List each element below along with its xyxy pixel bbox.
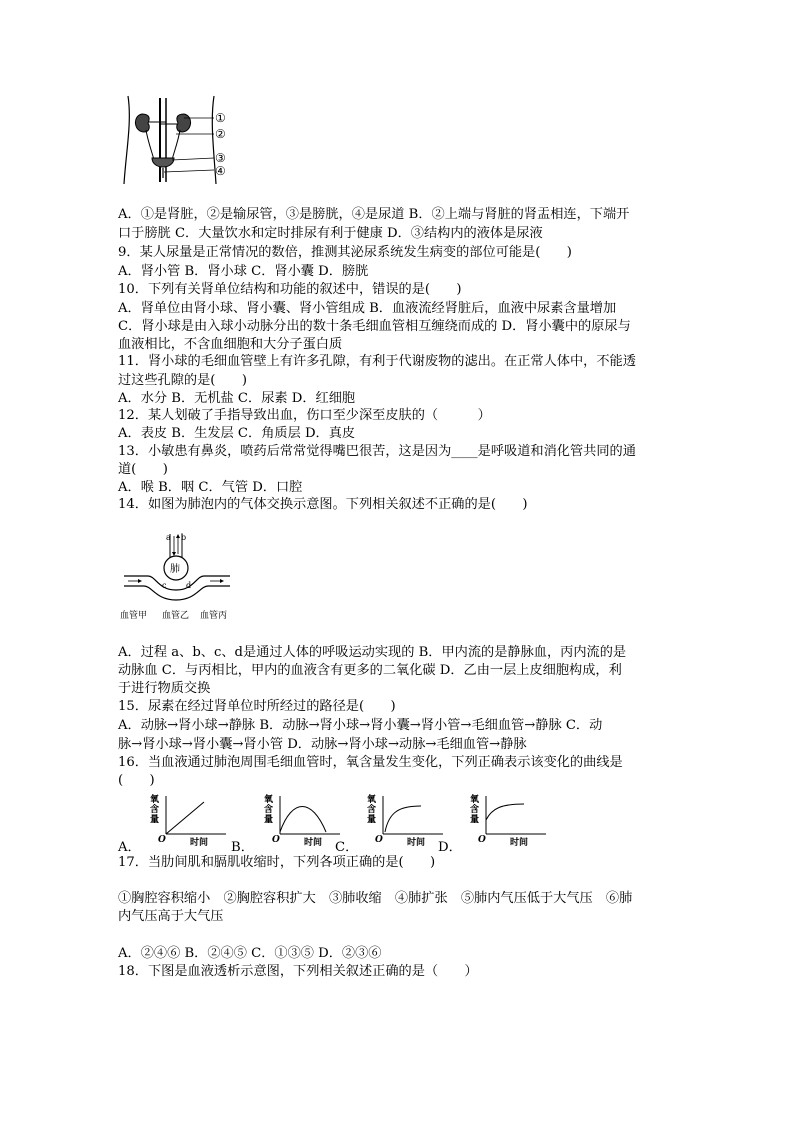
q10-options-line1: A．肾单位由肾小球、肾小囊、肾小管组成 B．血液流经肾脏后，血液中尿素含量增加	[118, 301, 617, 316]
label-a: a	[166, 533, 171, 542]
graph-a-ylabel-3: 量	[150, 815, 160, 825]
q10-stem: 10．下列有关肾单位结构和功能的叙述中，错误的是( )	[118, 282, 462, 297]
graph-b-ylabel-3: 量	[264, 815, 274, 825]
q14-options-line2: 动脉血 C．与丙相比，甲内的血液含有更多的二氧化碳 D．乙由一层上皮细胞构成，利	[118, 663, 622, 678]
graph-a	[148, 792, 228, 848]
urinary-system-figure	[118, 92, 238, 188]
q13-stem-line2: 道( )	[118, 462, 168, 477]
q16-letter-b: B．	[231, 840, 254, 855]
q11-options: A．水分 B．无机盐 C．尿素 D．红细胞	[118, 391, 356, 406]
graph-a-ylabel-1: 氧	[150, 795, 160, 805]
q8-options-line2: 口于膀胱 C．大量饮水和定时排尿有利于健康 D．③结构内的液体是尿液	[118, 226, 543, 241]
label-2: ②	[215, 127, 226, 141]
q16-stem-line1: 16．当血液通过肺泡周围毛细血管时，氧含量发生变化，下列正确表示该变化的曲线是	[118, 755, 623, 770]
q15-stem: 15．尿素在经过肾单位时所经过的路径是( )	[118, 699, 396, 714]
alveolus-label: 肺	[170, 564, 180, 575]
q12-options: A．表皮 B．生发层 C．角质层 D．真皮	[118, 426, 356, 441]
label-c: c	[162, 581, 167, 590]
q17-items-line2: 内气压高于大气压	[118, 909, 224, 924]
q16-letter-c: C．	[335, 840, 359, 855]
graph-c	[365, 792, 445, 848]
graph-d-ylabel-2: 含	[470, 805, 480, 815]
graph-c-xlabel: 时间	[407, 838, 426, 848]
alveolus-figure	[118, 528, 238, 624]
vessel-yi-label: 血管乙	[162, 611, 190, 621]
graph-d-origin: O	[478, 835, 486, 845]
graph-b	[262, 792, 342, 848]
vessel-bing-label: 血管丙	[200, 611, 228, 621]
graph-b-origin: O	[272, 835, 280, 845]
q10-options-line3: 血液相比，不含血细胞和大分子蛋白质	[118, 337, 343, 352]
q13-options: A．喉 B．咽 C．气管 D．口腔	[118, 480, 303, 495]
graph-a-origin: O	[158, 835, 166, 845]
q16-letter-d: D．	[438, 840, 462, 855]
label-1: ①	[215, 111, 226, 125]
q13-stem-line1: 13．小敏患有鼻炎，喷药后常常觉得嘴巴很苦，这是因为____是呼吸道和消化管共同的通	[118, 444, 636, 459]
graph-b-ylabel-1: 氧	[264, 795, 274, 805]
q14-options-line1: A．过程 a、b、c、d是通过人体的呼吸运动实现的 B．甲内流的是静脉血，丙内流的是	[118, 645, 627, 660]
q16-stem-line2: ( )	[118, 773, 155, 788]
q17-items-line1: ①胸腔容积缩小 ②胸腔容积扩大 ③肺收缩 ④肺扩张 ⑤肺内气压低于大气压 ⑥肺	[118, 891, 633, 906]
q15-options-line2: 脉→肾小球→肾小囊→肾小管 D．动脉→肾小球→动脉→毛细血管→静脉	[118, 737, 527, 752]
q9-stem: 9．某人尿量是正常情况的数倍，推测其泌尿系统发生病变的部位可能是( )	[118, 245, 572, 260]
q18-stem: 18．下图是血液透析示意图，下列相关叙述正确的是（ ）	[118, 964, 478, 979]
q8-options-line1: A．①是肾脏，②是输尿管，③是膀胱，④是尿道 B．②上端与肾脏的肾盂相连，下端开	[118, 207, 630, 222]
vessel-jia-label: 血管甲	[120, 611, 148, 621]
q12-stem: 12．某人划破了手指导致出血，伤口至少深至皮肤的（ ）	[118, 408, 491, 423]
q14-options-line3: 于进行物质交换	[118, 681, 211, 696]
q17-stem: 17．当肋间肌和膈肌收缩时，下列各项正确的是( )	[118, 855, 436, 870]
graph-b-xlabel: 时间	[304, 838, 323, 848]
graph-c-ylabel-2: 含	[367, 805, 377, 815]
graph-a-ylabel-2: 含	[150, 805, 160, 815]
graph-d	[468, 792, 548, 848]
graph-d-xlabel: 时间	[510, 838, 529, 848]
graph-d-ylabel-3: 量	[470, 815, 480, 825]
q15-options-line1: A．动脉→肾小球→静脉 B．动脉→肾小球→肾小囊→肾小管→毛细血管→静脉 C．动	[118, 718, 603, 733]
label-4: ④	[215, 164, 226, 178]
q14-stem: 14．如图为肺泡内的气体交换示意图。下列相关叙述不正确的是( )	[118, 497, 528, 512]
label-b: b	[181, 533, 187, 542]
q10-options-line2: C．肾小球是由入球小动脉分出的数十条毛细血管相互缠绕而成的 D．肾小囊中的原尿与	[118, 319, 631, 334]
q11-stem-line2: 过这些孔隙的是( )	[118, 373, 247, 388]
q17-options: A．②④⑥ B．②④⑤ C．①③⑤ D．②③⑥	[118, 946, 382, 961]
label-d: d	[186, 581, 192, 590]
q9-options: A．肾小管 B．肾小球 C．肾小囊 D．膀胱	[118, 264, 369, 279]
graph-d-ylabel-1: 氧	[470, 795, 480, 805]
graph-c-ylabel-3: 量	[367, 815, 377, 825]
graph-b-ylabel-2: 含	[264, 805, 274, 815]
graph-a-xlabel: 时间	[190, 838, 209, 848]
q11-stem-line1: 11．肾小球的毛细血管壁上有许多孔隙，有利于代谢废物的滤出。在正常人体中，不能透	[118, 354, 636, 369]
q16-letter-a: A．	[118, 840, 141, 855]
graph-c-origin: O	[375, 835, 383, 845]
label-3: ③	[215, 151, 226, 165]
graph-c-ylabel-1: 氧	[367, 795, 377, 805]
